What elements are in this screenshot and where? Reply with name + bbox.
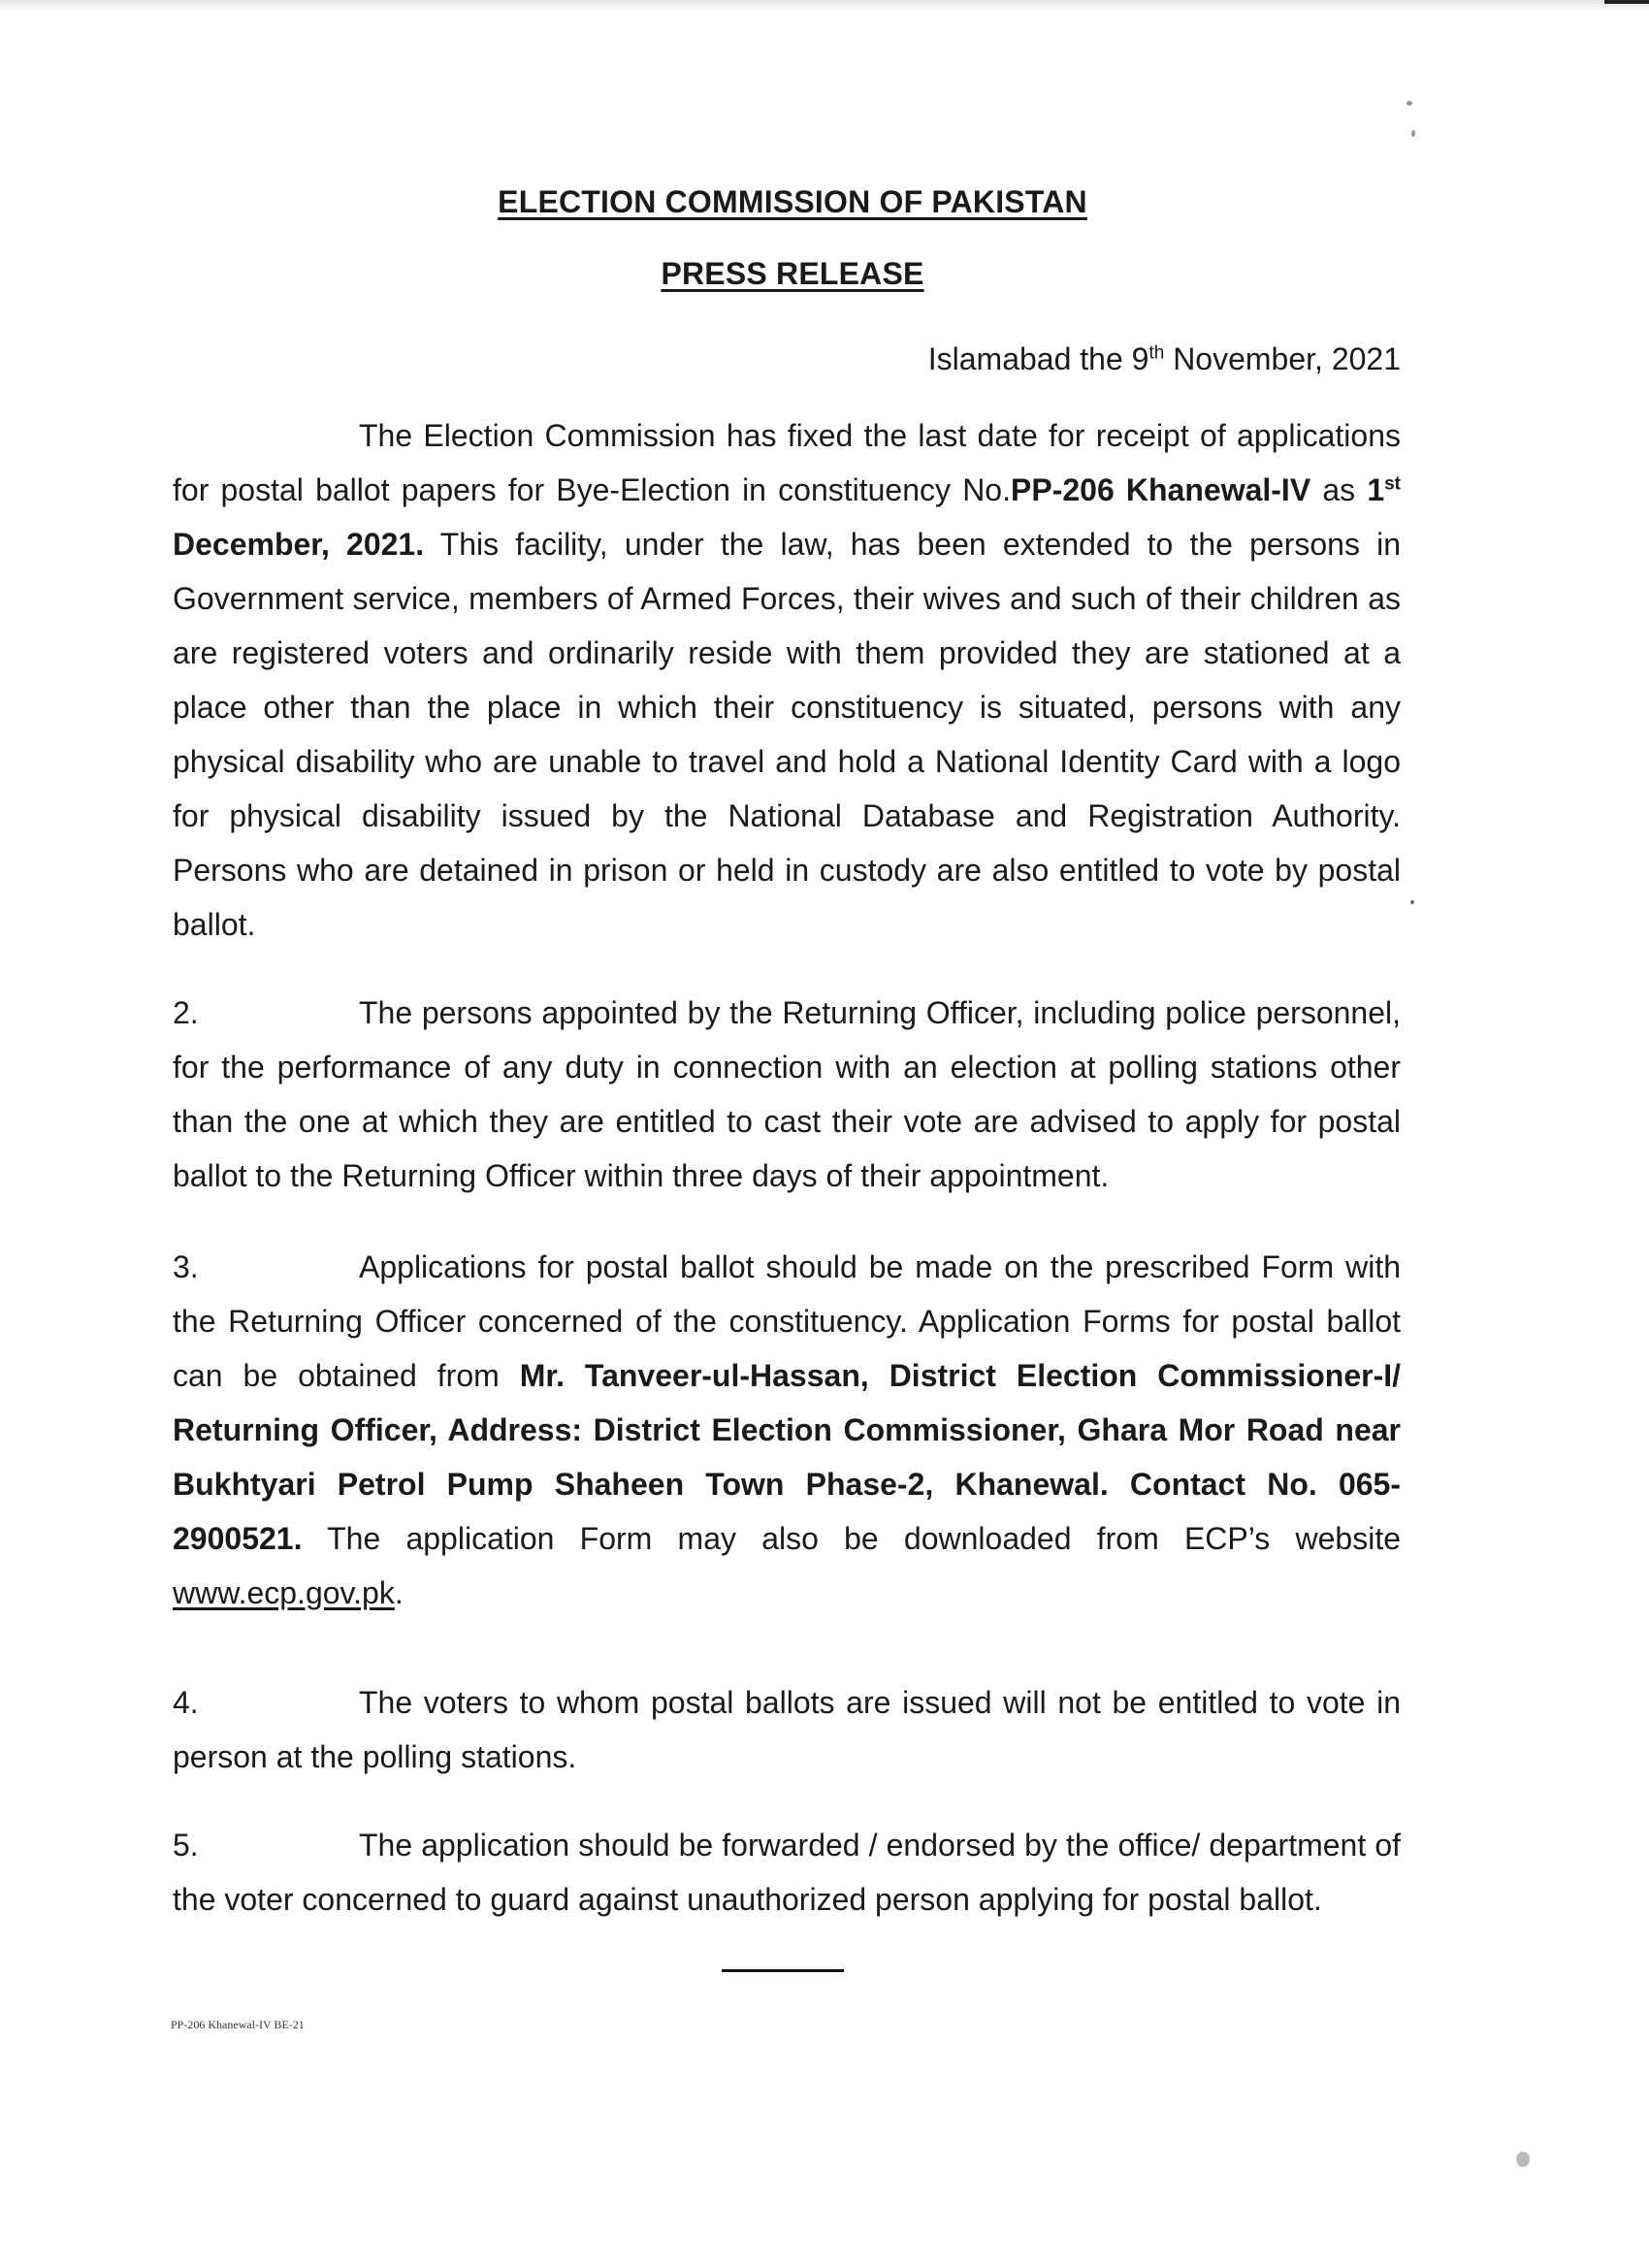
paragraph-4 [173,1675,1401,1784]
deadline-day: 1 [1367,472,1385,507]
end-of-release-rule [722,1969,844,1972]
constituency-name: PP-206 Khanewal-IV [1011,472,1311,507]
para1-text-2: as [1310,472,1368,507]
ecp-website-link[interactable]: www.ecp.gov.pk [173,1575,395,1610]
scan-corner-mark [1604,0,1649,4]
dateline-prefix: Islamabad the 9 [927,341,1149,376]
dateline-suffix: November, 2021 [1164,341,1401,376]
returning-officer-contact: Mr. Tanveer-ul-Hassan, District Election Commissioner-I/ Returning Officer, Address: District Election Commissioner, Ghara Mor Road near Bukhtyari Petrol Pump Shaheen Town Phase-2, Khanewal. Contact No. 065-2900521. [173,1358,1402,1556]
paragraph-2 [173,986,1401,1203]
footer-reference: PP-206 Khanewal-IV BE-21 [171,2018,305,2031]
para3-text-2: The application Form may also be downloaded from ECP’s website [302,1521,1401,1556]
paragraph-5 [173,1818,1401,1927]
organization-title: ELECTION COMMISSION OF PAKISTAN [498,184,1087,219]
scan-speck [1410,900,1414,904]
paragraph-3 [173,1240,1401,1620]
para4-text: The voters to whom postal ballots are issued will not be entitled to vote in person at the polling stations. [173,1685,1401,1774]
scan-speck [1516,2152,1530,2167]
scan-top-edge [0,0,1649,12]
para1-text-3: This facility, under the law, has been extended to the persons in Government service, members of Armed Forces, their wives and such of their children as are registered voters and ordinarily reside with them provided they are stationed at a place other than the place in which their constituency is situated, persons with any physical disability who are unable to travel and hold a National Identity Card with a logo for physical disability issued by the National Database and Registration Authority. Persons who are detained in prison or held in custody are also entitled to vote by postal ballot. [173,527,1402,942]
press-release-heading: PRESS RELEASE [661,256,924,291]
dateline [928,341,1401,377]
para3-text-1: Applications for postal ballot should be made on the prescribed Form with the Returning Officer concerned of the constituency. Application Forms for postal ballot can be obtained from [173,1249,1401,1393]
para5-text: The application should be forwarded / endorsed by the office/ department of the voter concerned to guard against unauthorized person applying for postal ballot. [173,1828,1401,1917]
para2-text: The persons appointed by the Returning Officer, including police personnel, for the performance of any duty in connection with an election at polling stations other than the one at which they are entitled to cast their vote are advised to apply for postal ballot to the Returning Officer within three days of their appointment. [173,995,1401,1193]
paragraph-number: 2. [173,995,199,1030]
paragraph-number: 3. [173,1249,199,1284]
para3-text-3: . [394,1575,404,1610]
paragraph-1 [173,408,1401,952]
paragraph-number: 4. [173,1685,199,1720]
paragraph-number: 5. [173,1828,199,1863]
deadline-ordinal: st [1384,473,1402,495]
scan-speck [1411,130,1415,137]
scan-speck [1406,101,1412,106]
dateline-ordinal: th [1148,342,1165,364]
para1-text-1: The Election Commission has fixed the last date for receipt of applications for postal ballot papers for Bye-Election in constituency No. [173,418,1401,507]
deadline-month-year: December, 2021. [173,527,425,562]
